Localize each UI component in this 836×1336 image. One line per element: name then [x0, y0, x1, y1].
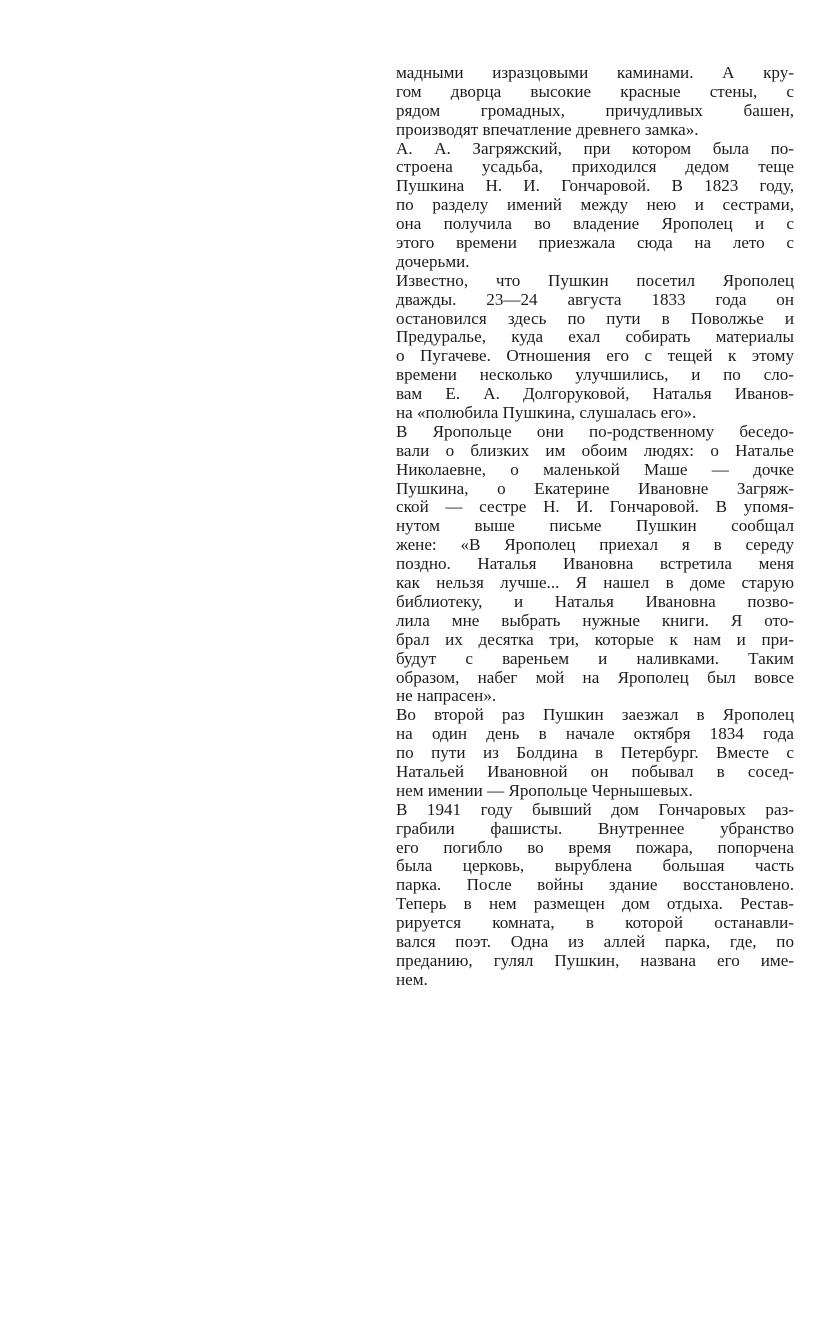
text-line: образом, набег мой на Ярополец был вовсе: [396, 667, 794, 687]
paragraph-5: [396, 706, 794, 800]
text-column: [396, 64, 794, 990]
text-line: Николаевне, о маленькой Маше — дочке: [396, 459, 794, 479]
paragraph-6: [396, 801, 794, 990]
text-line: библиотеку, и Наталья Ивановна позво-: [396, 591, 794, 611]
text-line: вался поэт. Одна из аллей парка, где, по: [396, 931, 794, 951]
text-line: остановился здесь по пути в Поволжье и: [396, 308, 794, 328]
text-line: она получила во владение Ярополец и с: [396, 214, 794, 234]
text-line: как нельзя лучше... Я нашел в доме старую: [396, 573, 794, 593]
text-line: производят впечатление древнего замка».: [396, 119, 699, 139]
text-line: о Пугачеве. Отношения его с тещей к этому: [396, 346, 794, 366]
text-line: будут с вареньем и наливками. Таким: [396, 648, 794, 668]
text-line: времени несколько улучшились, и по сло-: [396, 365, 794, 385]
text-line: дочерьми.: [396, 251, 470, 271]
text-line: Пушкина Н. И. Гончаровой. В 1823 году,: [396, 176, 794, 196]
text-line: нем имении — Яропольце Чернышевых.: [396, 780, 693, 800]
text-line: по разделу имений между нею и сестрами,: [396, 195, 794, 215]
text-line: дважды. 23—24 августа 1833 года он: [396, 289, 794, 309]
text-line: Теперь в нем размещен дом отдыха. Рестав-: [396, 894, 794, 914]
text-line: рируется комната, в которой останавли-: [396, 913, 794, 933]
paragraph-4: [396, 423, 794, 706]
text-line: по пути из Болдина в Петербург. Вместе с: [396, 743, 794, 763]
text-line: Пушкина, о Екатерине Ивановне Загряж-: [396, 478, 794, 498]
text-line: рядом громадных, причудливых башен,: [396, 100, 794, 120]
text-line: брал их десятка три, которые к нам и при-: [396, 629, 794, 649]
text-line: вам Е. А. Долгоруковой, Наталья Иванов-: [396, 384, 794, 404]
text-line: его погибло во время пожара, попорчена: [396, 837, 794, 857]
text-line: мадными изразцовыми каминами. А кру-: [396, 63, 794, 82]
text-line: преданию, гулял Пушкин, названа его име-: [396, 950, 794, 970]
text-line: не напрасен».: [396, 686, 497, 706]
text-line: строена усадьба, приходился дедом теще: [396, 157, 794, 177]
text-line: на один день в начале октября 1834 года: [396, 724, 794, 744]
paragraph-2: [396, 140, 794, 272]
text-line: этого времени приезжала сюда на лето с: [396, 233, 794, 253]
text-line: гом дворца высокие красные стены, с: [396, 81, 794, 101]
text-line: Натальей Ивановной он побывал в сосед-: [396, 761, 794, 781]
text-line: Предуралье, куда ехал собирать материалы: [396, 327, 794, 347]
paragraph-3: [396, 272, 794, 423]
text-line: ской — сестре Н. И. Гончаровой. В упомя-: [396, 497, 794, 517]
text-line: на «полюбила Пушкина, слушалась его».: [396, 403, 697, 423]
text-line: Во второй раз Пушкин заезжал в Ярополец: [396, 705, 794, 725]
text-line: В Яропольце они по-родственному беседо-: [396, 421, 794, 441]
text-line: была церковь, вырублена большая часть: [396, 856, 794, 876]
text-line: Известно, что Пушкин посетил Ярополец: [396, 270, 794, 290]
text-line: жене: «В Ярополец приехал я в середу: [396, 535, 794, 555]
text-line: вали о близких им обоим людях: о Наталье: [396, 440, 794, 460]
text-line: В 1941 году бывший дом Гончаровых раз-: [396, 799, 794, 819]
text-line: А. А. Загряжский, при котором была по-: [396, 138, 794, 158]
text-line: поздно. Наталья Ивановна встретила меня: [396, 554, 794, 574]
paragraph-1: [396, 64, 794, 140]
text-line: грабили фашисты. Внутреннее убранство: [396, 818, 794, 838]
text-line: нутом выше письме Пушкин сообщал: [396, 516, 794, 536]
text-line: нем.: [396, 969, 428, 989]
text-line: лила мне выбрать нужные книги. Я ото-: [396, 610, 794, 630]
text-line: парка. После войны здание восстановлено.: [396, 875, 794, 895]
